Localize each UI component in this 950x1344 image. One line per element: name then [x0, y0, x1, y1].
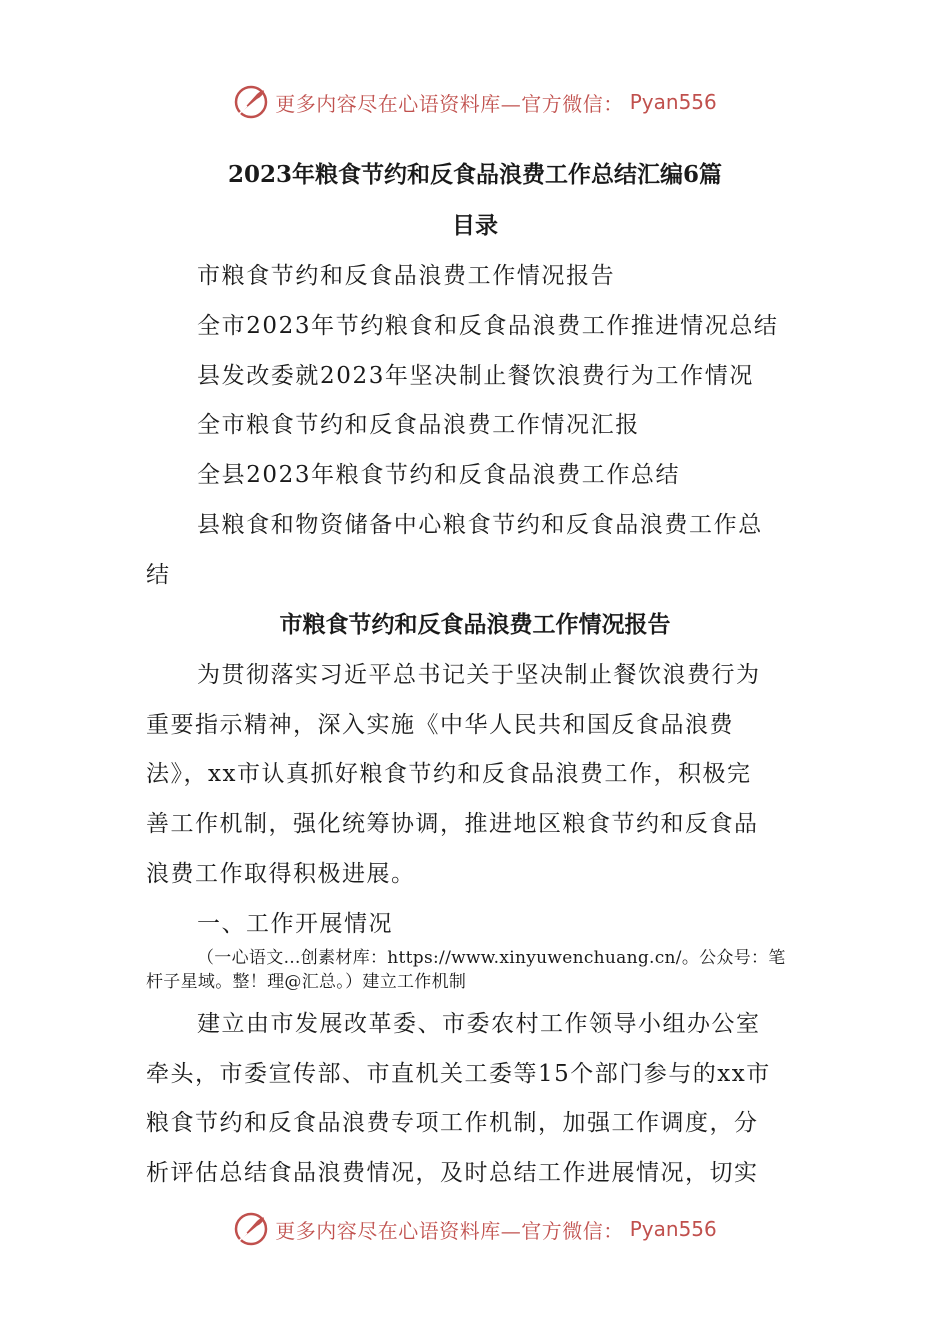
toc-heading: 目录	[452, 212, 498, 239]
paragraph-line: 法》，xx市认真抓好粮食节约和反食品浪费工作，积极完	[146, 761, 752, 787]
toc-item: 市粮食节约和反食品浪费工作情况报告	[197, 263, 616, 289]
paragraph-line: 粮食节约和反食品浪费专项工作机制，加强工作调度，分	[146, 1110, 759, 1136]
banner-wechat-id: Pyan556	[629, 1217, 717, 1241]
section-title: 市粮食节约和反食品浪费工作情况报告	[279, 611, 671, 638]
toc-item: 县发改委就2023年坚决制止餐饮浪费行为工作情况	[197, 363, 754, 389]
banner-text: 更多内容尽在心语资料库—官方微信：	[275, 1218, 624, 1243]
toc-item: 全市2023年节约粮食和反食品浪费工作推进情况总结	[197, 313, 779, 339]
source-note-line: 杆子星域。整！理@汇总。）建立工作机制	[146, 972, 467, 992]
source-note-line: （一心语文…创素材库：https://www.xinyuwenchuang.cn/。公众号：笔	[197, 948, 786, 968]
paragraph-line: 为贯彻落实习近平总书记关于坚决制止餐饮浪费行为	[197, 662, 761, 688]
quill-logo-icon	[233, 84, 269, 120]
toc-item-continuation: 结	[146, 562, 171, 588]
toc-item: 全县2023年粮食节约和反食品浪费工作总结	[197, 462, 681, 488]
paragraph-line: 善工作机制，强化统筹协调，推进地区粮食节约和反食品	[146, 811, 759, 837]
paragraph-line: 牵头，市委宣传部、市直机关工委等15个部门参与的xx市	[146, 1061, 771, 1087]
paragraph-line: 重要指示精神，深入实施《中华人民共和国反食品浪费	[146, 712, 734, 738]
footer-banner	[0, 1207, 950, 1251]
document-title: 2023年粮食节约和反食品浪费工作总结汇编6篇	[227, 161, 723, 188]
quill-logo-icon	[233, 1211, 269, 1247]
header-banner	[0, 80, 950, 124]
paragraph-line: 析评估总结食品浪费情况，及时总结工作进展情况，切实	[146, 1160, 759, 1186]
paragraph-line: 建立由市发展改革委、市委农村工作领导小组办公室	[197, 1011, 761, 1037]
toc-item: 县粮食和物资储备中心粮食节约和反食品浪费工作总	[197, 512, 763, 538]
paragraph-line: 浪费工作取得积极进展。	[146, 861, 416, 887]
toc-item: 全市粮食节约和反食品浪费工作情况汇报	[197, 412, 640, 438]
banner-wechat-id: Pyan556	[629, 90, 717, 114]
sub-heading: 一、工作开展情况	[197, 911, 393, 937]
banner-text: 更多内容尽在心语资料库—官方微信：	[275, 91, 624, 116]
